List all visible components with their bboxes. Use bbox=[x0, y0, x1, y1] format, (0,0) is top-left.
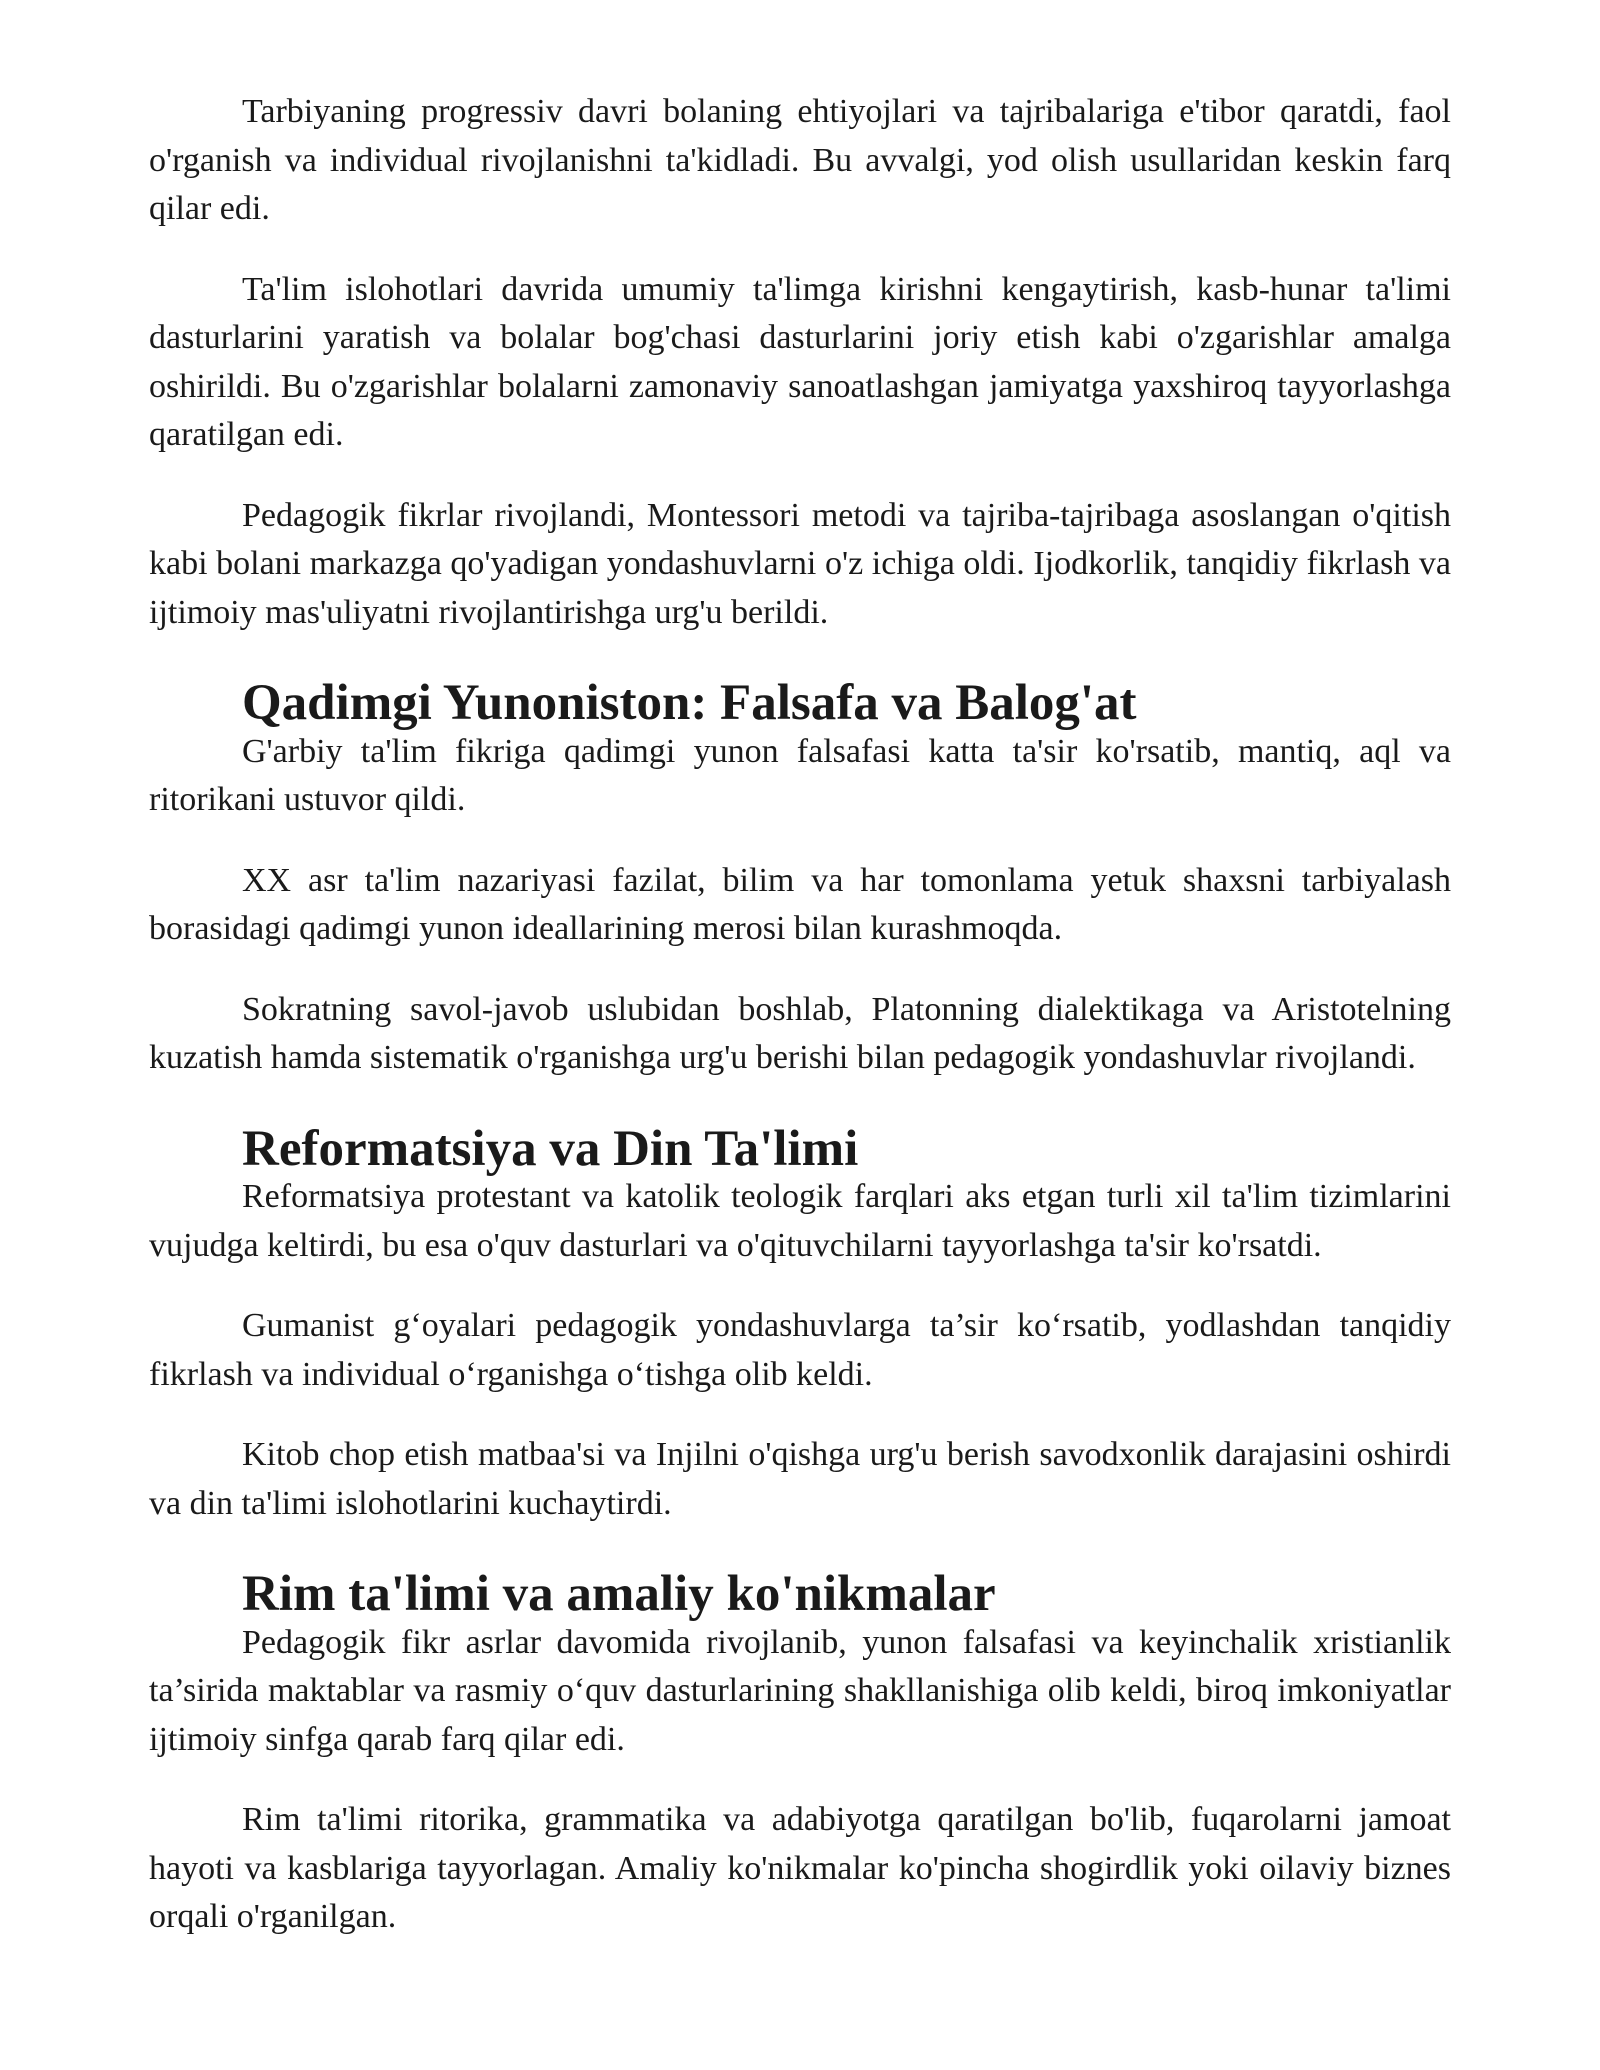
heading-roman-education: Rim ta'limi va amaliy ko'nikmalar bbox=[242, 1566, 996, 1622]
paragraph-reformation-systems: Reformatsiya protestant va katolik teologik farqlari aks etgan turli xil ta'lim tizimlarini vujudga keltirdi, bu esa o'quv dasturlari va o'qituvchilarni tayyorlashga ta'sir ko'rsatdi. bbox=[149, 1178, 1451, 1264]
section-spacer bbox=[149, 637, 1451, 679]
heading-ancient-greece: Qadimgi Yunoniston: Falsafa va Balog'at bbox=[242, 675, 1137, 731]
paragraph-spacer bbox=[149, 460, 1451, 492]
paragraph-20th-century-theory: XX asr ta'lim nazariyasi fazilat, bilim va har tomonlama yetuk shaxsni tarbiyalash borasidagi qadimgi yunon ideallarining merosi bilan kurashmoqda. bbox=[149, 861, 1451, 947]
paragraph-pedagogical-thought-centuries: Pedagogik fikr asrlar davomida rivojlanib, yunon falsafasi va keyinchalik xristianlik ta’sirida maktablar va rasmiy o‘quv dasturlarining shakllanishiga olib keldi, biroq imkoniyatlar ijtimoiy sinfga qarab farq qilar edi. bbox=[149, 1623, 1451, 1758]
paragraph-spacer bbox=[149, 1764, 1451, 1796]
document-page bbox=[149, 88, 1451, 1942]
paragraph-roman-rhetoric: Rim ta'limi ritorika, grammatika va adabiyotga qaratilgan bo'lib, fuqarolarni jamoat hayoti va kasblariga tayyorlagan. Amaliy ko'nikmalar ko'pincha shogirdlik yoki oilaviy biznes orqali o'rganilgan. bbox=[149, 1801, 1451, 1935]
paragraph-progressive-era: Tarbiyaning progressiv davri bolaning ehtiyojlari va tajribalariga e'tibor qaratdi, faol o'rganish va individual rivojlanishni ta'kidladi. Bu avvalgi, yod olish usullaridan keskin farq qilar edi. bbox=[149, 93, 1451, 227]
paragraph-spacer bbox=[149, 234, 1451, 266]
paragraph-spacer bbox=[149, 1399, 1451, 1431]
heading-reformation: Reformatsiya va Din Ta'limi bbox=[242, 1120, 859, 1177]
paragraph-greek-philosophy: G'arbiy ta'lim fikriga qadimgi yunon falsafasi katta ta'sir ko'rsatib, mantiq, aql va ritorikani ustuvor qildi. bbox=[149, 732, 1451, 818]
paragraph-education-reforms: Ta'lim islohotlari davrida umumiy ta'limga kirishni kengaytirish, kasb-hunar ta'limi dasturlarini yaratish va bolalar bog'chasi dasturlarini joriy etish kabi o'zgarishlar amalga oshirildi. Bu o'zgarishlar bolalarni zamonaviy sanoatlashgan jamiyatga yaxshiroq tayyorlashga qaratilgan edi. bbox=[149, 270, 1451, 453]
paragraph-spacer bbox=[149, 825, 1451, 857]
paragraph-pedagogical-ideas: Pedagogik fikrlar rivojlandi, Montessori metodi va tajriba-tajribaga asoslangan o'qitish kabi bolani markazga qo'yadigan yondashuvlarni o'z ichiga oldi. Ijodkorlik, tanqidiy fikrlash va ijtimoiy mas'uliyatni rivojlantirishga urg'u berildi. bbox=[149, 496, 1451, 631]
paragraph-spacer bbox=[149, 954, 1451, 986]
paragraph-socrates-plato-aristotle: Sokratning savol-javob uslubidan boshlab, Platonning dialektikaga va Aristotelning kuzatish hamda sistematik o'rganishga urg'u berishi bilan pedagogik yondashuvlar rivojlandi. bbox=[149, 990, 1451, 1076]
paragraph-humanist-ideas: Gumanist g‘oyalari pedagogik yondashuvlarga ta’sir ko‘rsatib, yodlashdan tanqidiy fikrlash va individual o‘rganishga o‘tishga olib keldi. bbox=[149, 1307, 1451, 1393]
section-spacer bbox=[149, 1083, 1451, 1125]
paragraph-spacer bbox=[149, 1270, 1451, 1302]
paragraph-printing-press: Kitob chop etish matbaa'si va Injilni o'qishga urg'u berish savodxonlik darajasini oshirdi va din ta'limi islohotlarini kuchaytirdi. bbox=[149, 1436, 1451, 1522]
section-spacer bbox=[149, 1528, 1451, 1570]
